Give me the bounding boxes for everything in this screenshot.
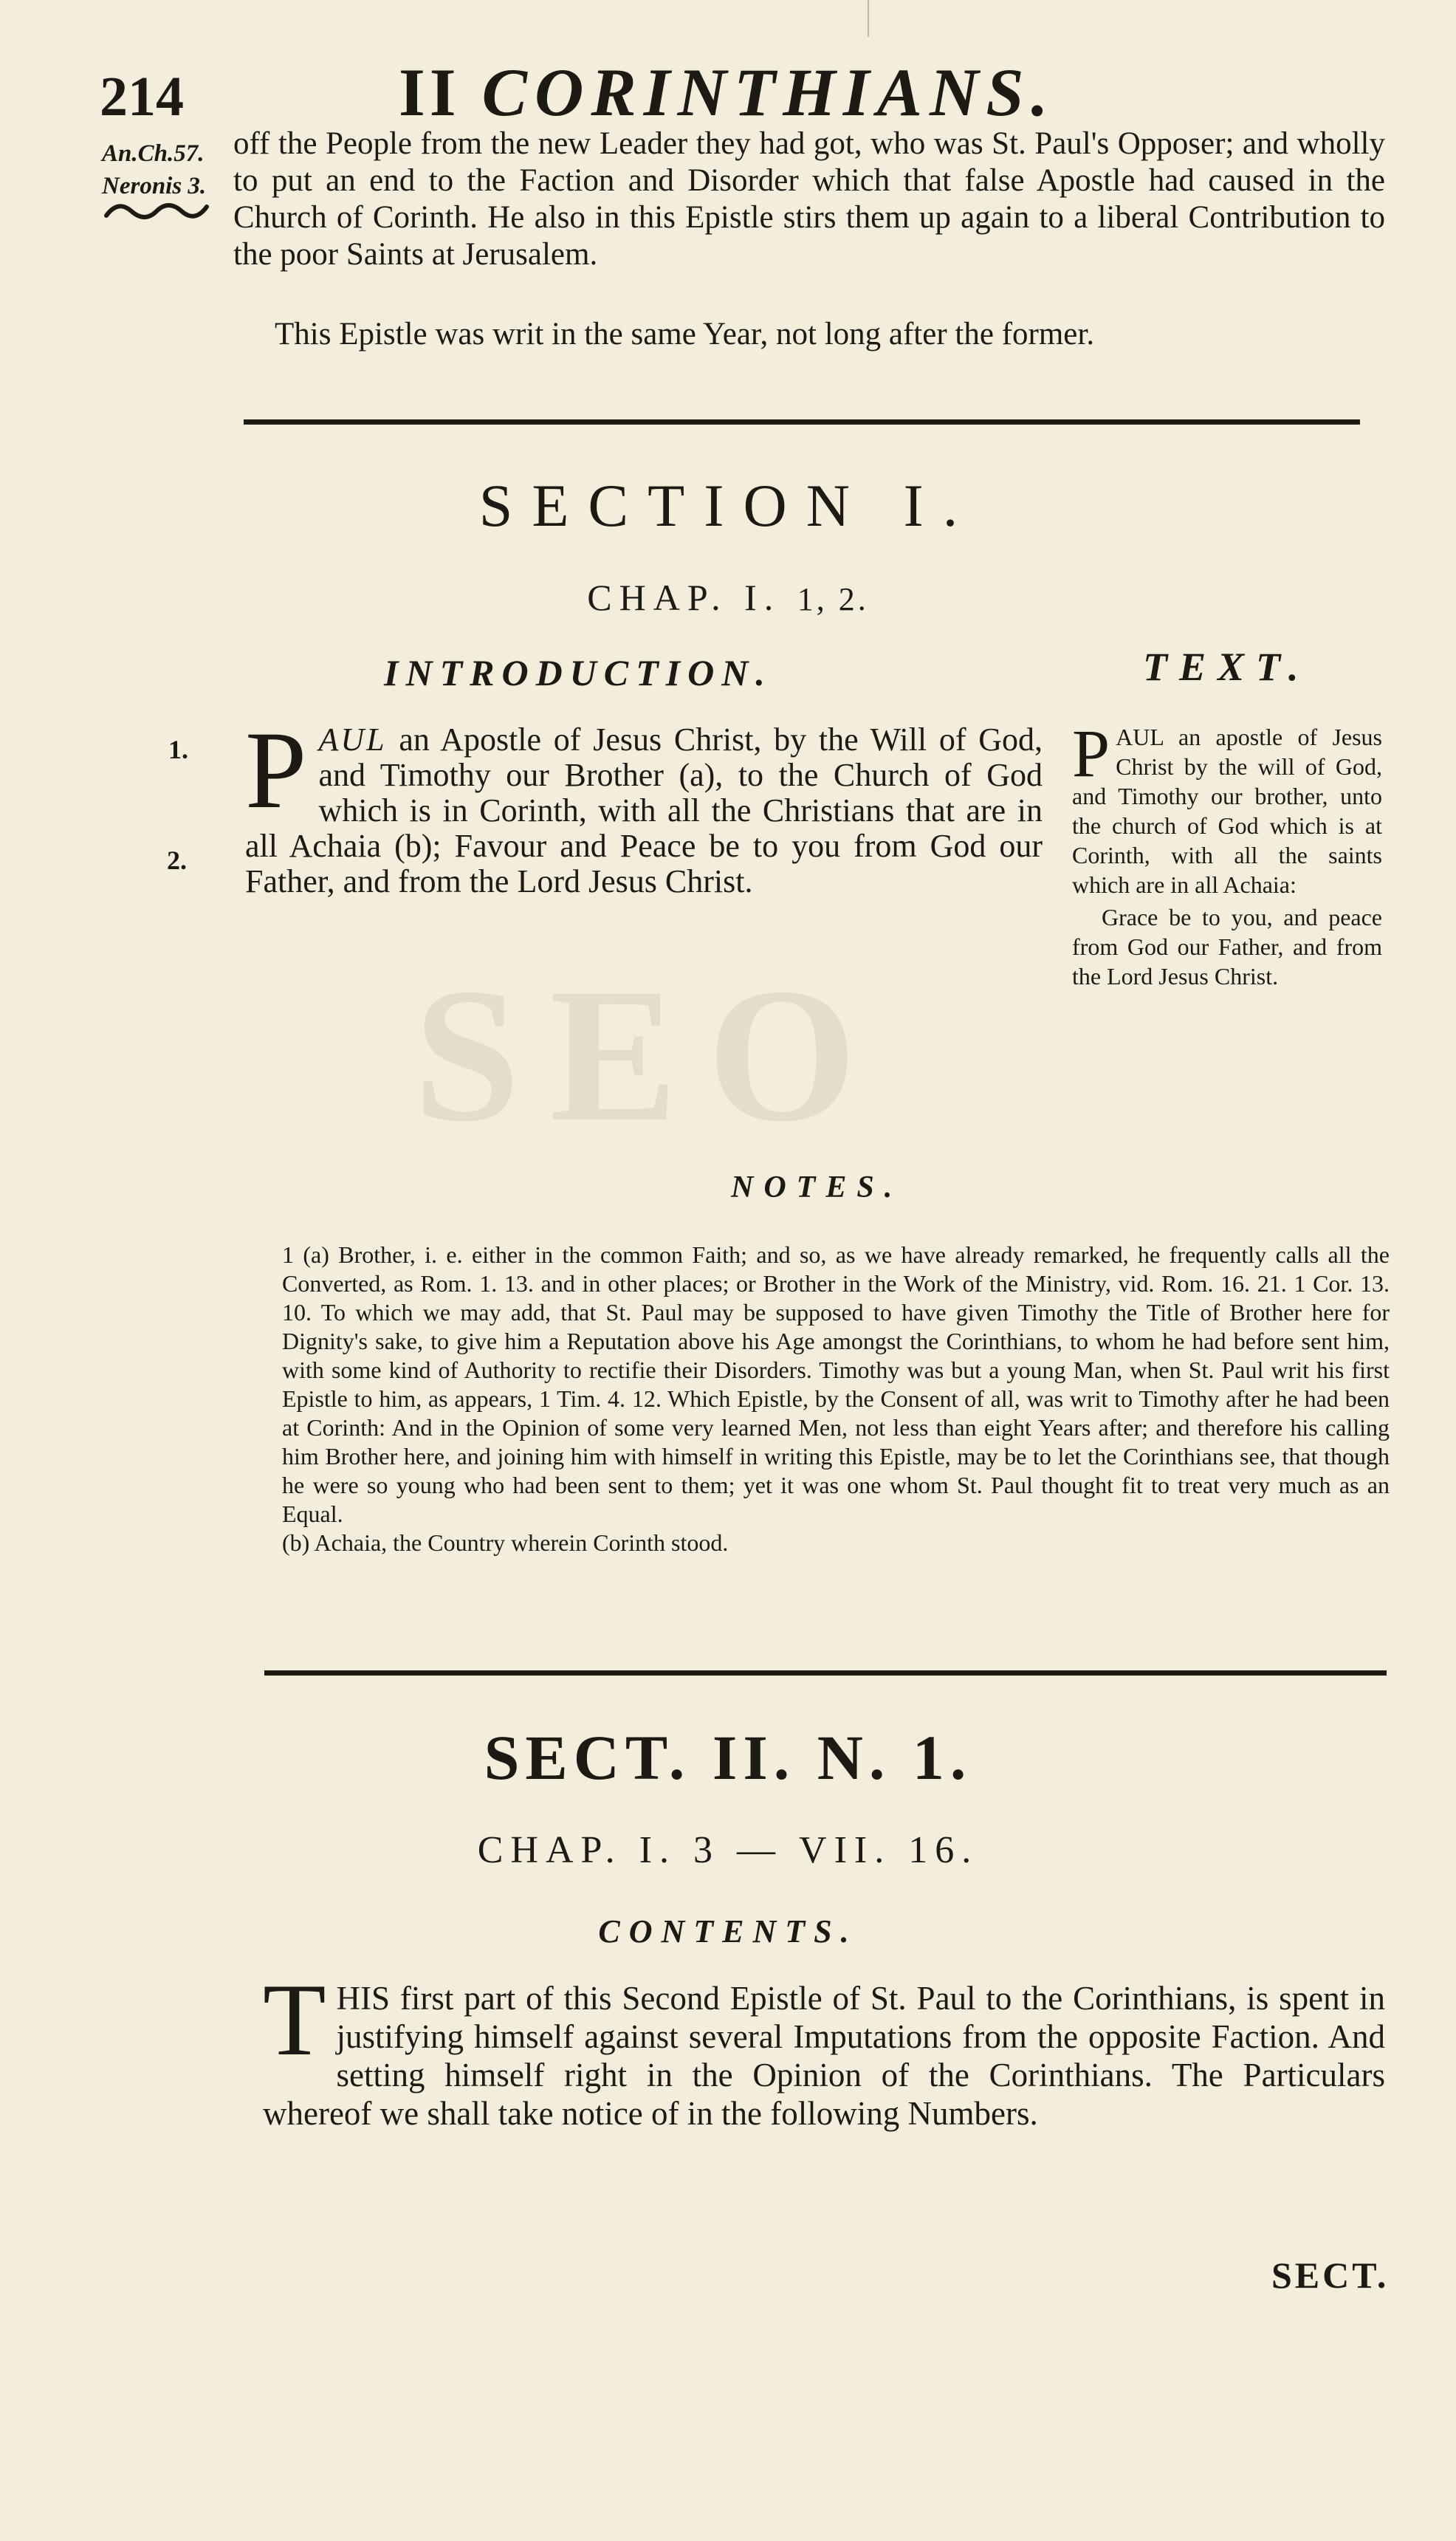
margin-date-line-2: Neronis 3.	[102, 173, 207, 199]
catchword: SECT.	[1271, 2254, 1390, 2296]
chapter-range: 3 — VII. 16.	[693, 1829, 979, 1871]
text-grace-verse: Grace be to you, and peace from God our Father, and from the Lord Jesus Christ.	[1072, 904, 1382, 990]
section-two-title: SECT. II. N. 1.	[484, 1722, 972, 1793]
paraphrase-column	[245, 709, 1043, 899]
chapter-verses: 1, 2.	[797, 581, 869, 617]
contents-text: first part of this Second Epistle of St. Paul to the Corinthians, is spent in justifying himself against several Imputations from the opposite Faction. And setting himself right in the Opinion of the Corinthians. The Particulars whereof we shall take notice of in the following Numbers.	[263, 1980, 1385, 2132]
verse-number-1: 1.	[168, 735, 188, 764]
text-drop-cap: P	[1072, 716, 1110, 791]
intro-closing-line: This Epistle was writ in the same Year, not long after the former.	[275, 317, 1095, 352]
running-title-main: CORINTHIANS.	[481, 55, 1056, 130]
paraphrase-lead-word: AUL	[318, 721, 387, 758]
paraphrase-drop-cap: P	[245, 709, 307, 831]
bleed-through-ghost-text: SEO	[413, 949, 887, 1162]
running-title-prefix: II	[399, 55, 461, 130]
text-heading: TEXT.	[1143, 645, 1311, 689]
notes-block	[282, 1241, 1390, 1557]
margin-date-note	[102, 137, 206, 202]
flourish-ornament-icon	[103, 196, 214, 226]
contents-drop-cap: T	[263, 1963, 326, 2077]
chapter-prefix-2: CHAP. I.	[477, 1829, 676, 1871]
scripture-text-column	[1072, 716, 1382, 991]
section-one-chapter-line	[0, 576, 1456, 619]
note-b: (b) Achaia, the Country wherein Corinth stood.	[282, 1529, 729, 1556]
verse-number-2: 2.	[167, 846, 187, 875]
notes-heading: NOTES.	[731, 1170, 903, 1204]
section-divider-rule-2	[264, 1670, 1387, 1676]
text-lead-word: AUL	[1116, 724, 1164, 750]
text-body: an apostle of Jesus Christ by the will of God, and Timothy our brother, unto the church of God which is at Corinth, with all the saints which are in all Achaia:	[1072, 724, 1382, 898]
section-divider-rule	[244, 419, 1360, 425]
contents-lead-word: HIS	[336, 1980, 391, 2017]
paraphrase-text: an Apostle of Jesus Christ, by the Will of God, and Timothy our Brother (a), to the Church of God which is in Corinth, with all the Christians that are in all Achaia (b); Favour and Peace be to you from God our Father, and from the Lord Jesus Christ.	[245, 721, 1043, 899]
page-fold-mark	[868, 0, 869, 37]
chapter-prefix: CHAP. I.	[587, 577, 781, 618]
margin-date-line-1: An.Ch.57.	[102, 140, 205, 167]
contents-paragraph	[263, 1963, 1385, 2133]
introduction-heading: INTRODUCTION.	[384, 652, 772, 693]
section-two-chapter-line	[0, 1828, 1456, 1872]
running-title	[399, 53, 1056, 131]
intro-paragraph: off the People from the new Leader they had got, who was St. Paul's Opposer; and wholly to put an end to the Faction and Disorder which that false Apostle had caused in the Church of Corinth. He also in this Epistle stirs them up again to a liberal Contribution to the poor Saints at Jerusalem.	[233, 126, 1385, 272]
note-a: 1 (a) Brother, i. e. either in the common Faith; and so, as we have already remarked, he frequently calls all the Converted, as Rom. 1. 13. and in other places; or Brother in the Work of the Ministry, vid. Rom. 16. 21. 1 Cor. 13. 10. To which we may add, that St. Paul may be supposed to have given Timothy the Title of Brother here for Dignity's sake, to give him a Reputation above his Age amongst the Corinthians, to whom he had before sent him, with some kind of Authority to rectifie their Disorders. Timothy was but a young Man, when St. Paul writ his first Epistle to him, as appears, 1 Tim. 4. 12. Which Epistle, by the Consent of all, was writ to Timothy after he had been at Corinth: And in the Opinion of some very learned Men, not less than eight Years after; and therefore his calling him Brother here, and joining him with himself in writing this Epistle, may be to let the Corinthians see, that though he were so young who had been sent to them; yet it was one whom St. Paul thought fit to treat very much as an Equal.	[282, 1241, 1390, 1527]
contents-heading: CONTENTS.	[598, 1913, 858, 1950]
section-one-title: SECTION I.	[478, 472, 978, 539]
page-number: 214	[100, 66, 184, 128]
